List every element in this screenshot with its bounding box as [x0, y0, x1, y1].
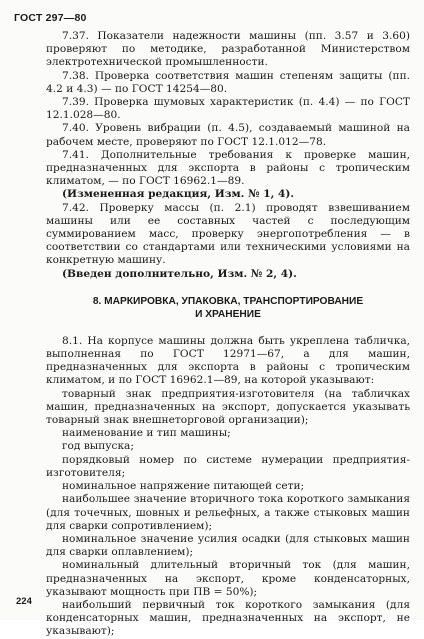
list-item: наименование и тип машины; — [62, 427, 231, 440]
list-item: наибольшее значение вторичного тока короткого замыкания (для точечных, шовных и рельефных, а также стыковых машин для сварки сопротивлением); — [46, 493, 410, 532]
paragraph-7-37: 7.37. Показатели надежности машины (пп. 3.57 и 3.60) проверяют по методике, разработанной Министерством электротехнической промышленности. — [46, 30, 410, 69]
document-body — [46, 30, 410, 639]
list-item: наибольший первичный ток короткого замыкания (для конденсаторных машин, предназначенных на экспорт, не указывают); — [46, 598, 410, 638]
paragraph-7-38: 7.38. Проверка соответствия машин степеням защиты (пп. 4.2 и 4.3) — по ГОСТ 14254—80. — [46, 69, 410, 95]
list-item: номинальный длительный вторичный ток (для машин, предназначенных на экспорт, кроме конденсаторных, указывают мощность при ПВ = 50%); — [46, 559, 410, 598]
paragraph-7-42: 7.42. Проверку массы (п. 2.1) проводят взвешиванием машины или ее составных частей с последующим суммированием масс, проверку энергопотребления — в соответствии со стандартами или техническими условиями на конкретную машину. — [46, 201, 410, 267]
section-heading-line-2: И ХРАНЕНИЕ — [195, 308, 261, 320]
page-number: 224 — [16, 596, 32, 607]
list-item: товарный знак предприятия-изготовителя (на табличках машин, предназначенных на экспорт, допускается указывать товарный знак внешнеторговой организации); — [46, 387, 410, 427]
paragraph-7-40: 7.40. Уровень вибрации (п. 4.5), создаваемый машиной на рабочем месте, проверяют по ГОСТ 12.1.012—78. — [46, 122, 410, 148]
list-item: год выпуска; — [62, 440, 134, 453]
list-item: номинальное напряжение питающей сети; — [62, 480, 305, 493]
paragraph-8-1: 8.1. На корпусе машины должна быть укреплена табличка, выполненная по ГОСТ 12971—67, а для машин, предназначенных для экспорта в районы с тропическим климатом, и по ГОСТ 16962.1—89, на которой указывают: — [46, 334, 410, 387]
list-item: порядковый номер по системе нумерации предприятия-изготовителя; — [46, 453, 410, 479]
amendment-note-1: (Измененная редакция, Изм. № 1, 4). — [62, 188, 295, 201]
paragraph-7-39: 7.39. Проверка шумовых характеристик (п. 4.4) — по ГОСТ 12.1.028—80. — [46, 96, 410, 122]
list-item: номинальное значение усилия осадки (для стыковых машин для сварки оплавлением); — [46, 532, 410, 559]
section-heading-line-1: 8. МАРКИРОВКА, УПАКОВКА, ТРАНСПОРТИРОВАНИЕ — [92, 295, 364, 307]
amendment-note-2: (Введен дополнительно, Изм. № 2, 4). — [62, 267, 297, 280]
document-header: ГОСТ 297—80 — [14, 12, 87, 24]
paragraph-7-41: 7.41. Дополнительные требования к проверке машин, предназначенных для экспорта в районы с тропическим климатом, — по ГОСТ 16962.1—89. — [46, 148, 410, 188]
